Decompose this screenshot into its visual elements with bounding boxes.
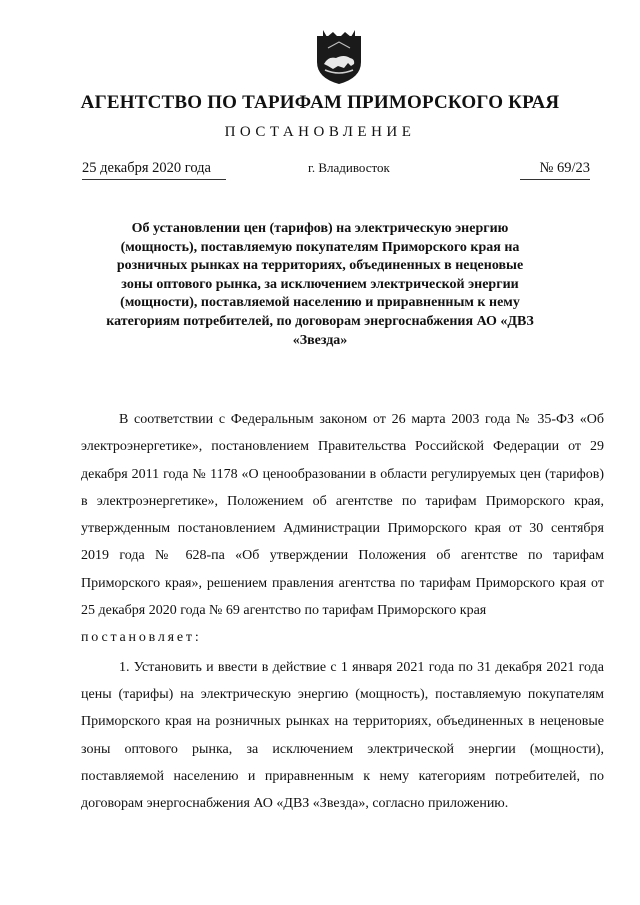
decree-word: постановляет:	[81, 630, 202, 646]
preamble-paragraph	[81, 406, 604, 624]
document-date: 25 декабря 2020 года	[82, 160, 226, 180]
document-type: ПОСТАНОВЛЕНИЕ	[224, 124, 416, 140]
document-city: г. Владивосток	[308, 160, 390, 175]
preamble-text: В соответствии с Федеральным законом от 26 марта 2003 года № 35-ФЗ «Об электроэнергетике», постановлением Правительства Российской Федерации от 29 декабря 2011 года № 1178 «О ценообразовании в области регулируемых цен (тарифов) в электроэнергетике», Положением об агентстве по тарифам Приморского края, утвержденным постановлением Администрации Приморского края от 30 сентября 2019 года № 628-па «Об утверждении Положения об агентстве по тарифам Приморского края», решением правления агентства по тарифам Приморского края от 25 декабря 2020 года № 69 агентство по тарифам Приморского края	[81, 412, 604, 619]
agency-name: АГЕНТСТВО ПО ТАРИФАМ ПРИМОРСКОГО КРАЯ	[80, 92, 560, 113]
coat-of-arms-icon	[314, 28, 364, 86]
document-number: № 69/23	[520, 160, 590, 180]
item-1-paragraph: 1. Установить и ввести в действие с 1 января 2021 года по 31 декабря 2021 года цены (тарифы) на электрическую энергию (мощность), поставляемую покупателям Приморского края на розничных рынках на территориях, объединенных в неценовые зоны оптового рынка, за исключением электрической энергии (мощности), поставляемой населению и приравненным к нему категориям потребителей, по договорам энергоснабжения АО «ДВЗ «Звезда», согласно приложению.	[81, 659, 604, 812]
document-meta	[82, 160, 590, 186]
document-title: Об установлении цен (тарифов) на электрическую энергию (мощность), поставляемую покупателям Приморского края на розничных рынках на территориях, объединенных в неценовые зоны оптового рынка, за исключением электрической энергии (мощности), поставляемой населению и приравненным к нему категориям потребителей, по договорам энергоснабжения АО «ДВЗ «Звезда»	[106, 221, 534, 348]
document-body	[81, 406, 604, 817]
